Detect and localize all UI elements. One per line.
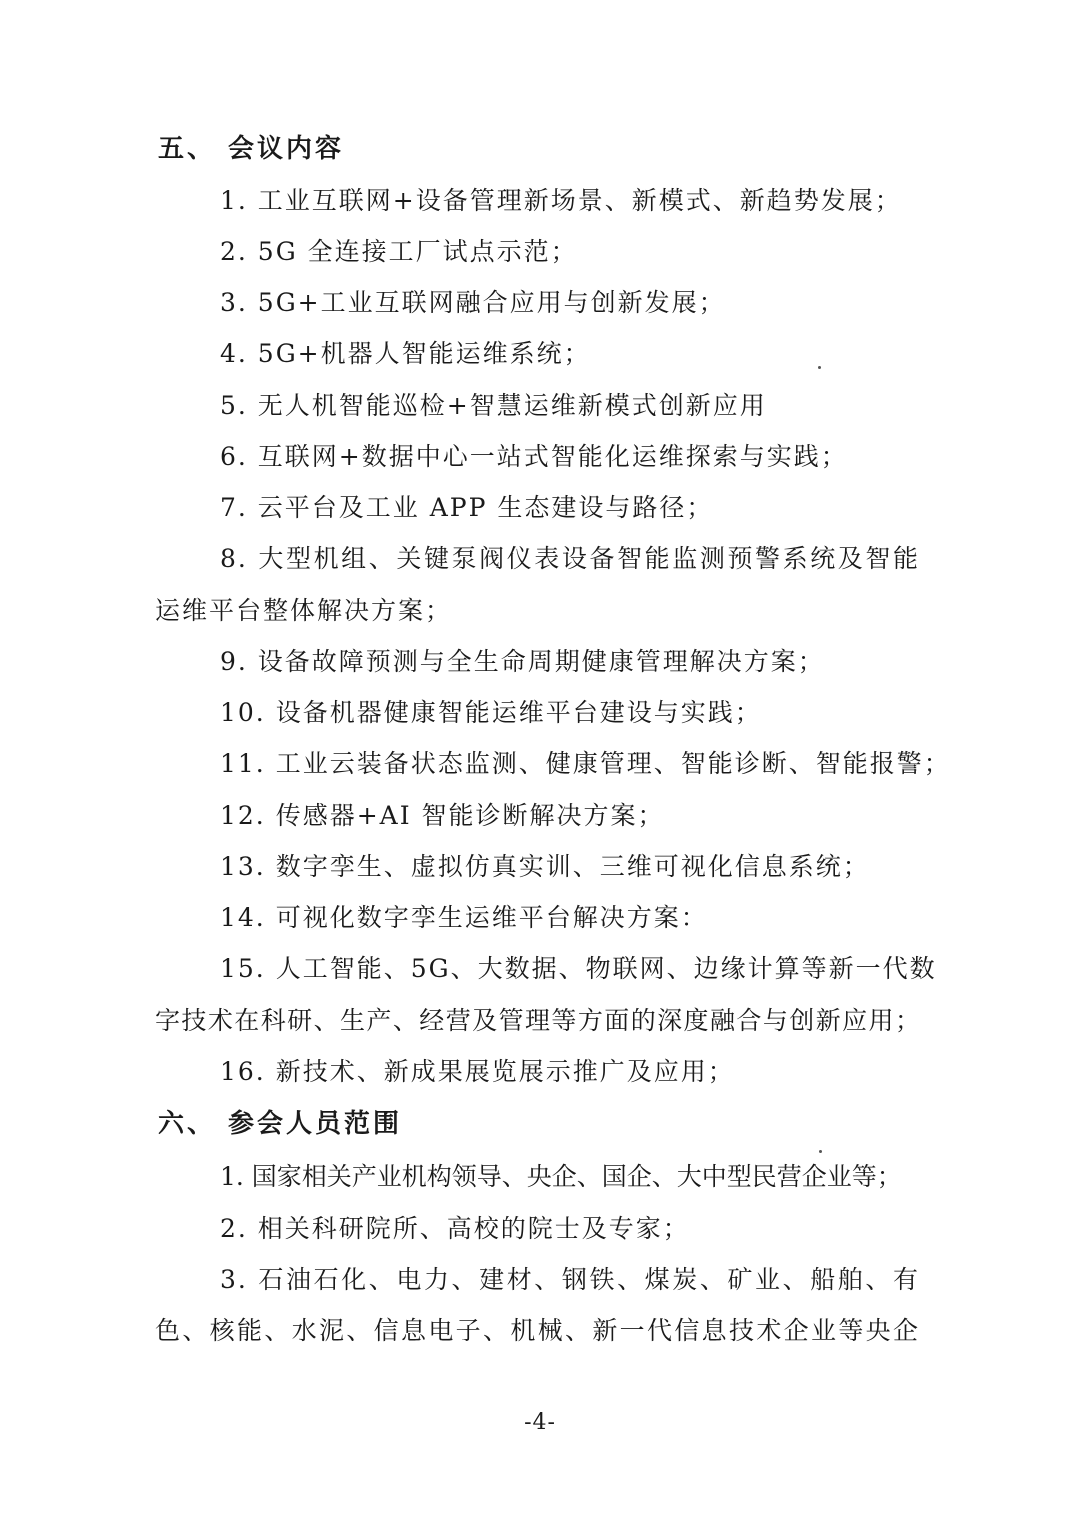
list-item: 2. 5G 全连接工厂试点示范； bbox=[220, 237, 578, 266]
list-item: 1. 工业互联网+设备管理新场景、新模式、新趋势发展； bbox=[220, 186, 902, 215]
list-item: 10. 设备机器健康智能运维平台建设与实践； bbox=[220, 698, 762, 727]
list-item: 14. 可视化数字孪生运维平台解决方案： bbox=[220, 903, 708, 932]
scan-speck bbox=[819, 1150, 822, 1153]
list-item: 8. 大型机组、关键泵阀仪表设备智能监测预警系统及智能 bbox=[220, 544, 920, 573]
section-heading-attendees: 六、 参会人员范围 bbox=[158, 1109, 403, 1139]
section-heading-meeting-content: 五、 会议内容 bbox=[158, 134, 345, 164]
list-item-continuation: 色、核能、水泥、信息电子、机械、新一代信息技术企业等央企 bbox=[155, 1316, 920, 1345]
list-item: 4. 5G+机器人智能运维系统； bbox=[220, 339, 591, 368]
list-item: 5. 无人机智能巡检+智慧运维新模式创新应用 bbox=[220, 391, 767, 420]
list-item: 9. 设备故障预测与全生命周期健康管理解决方案； bbox=[220, 647, 825, 676]
list-item: 3. 5G+工业互联网融合应用与创新发展； bbox=[220, 288, 726, 317]
page-number: -4- bbox=[524, 1410, 556, 1435]
list-item: 6. 互联网+数据中心一站式智能化运维探索与实践； bbox=[220, 442, 848, 471]
list-item: 13. 数字孪生、虚拟仿真实训、三维可视化信息系统； bbox=[220, 852, 870, 881]
scan-speck bbox=[818, 366, 821, 369]
list-item: 1. 国家相关产业机构领导、央企、国企、大中型民营企业等； bbox=[220, 1162, 902, 1191]
list-item: 2. 相关科研院所、高校的院士及专家； bbox=[220, 1214, 690, 1243]
list-item: 12. 传感器+AI 智能诊断解决方案； bbox=[220, 801, 665, 830]
list-item: 16. 新技术、新成果展览展示推广及应用； bbox=[220, 1057, 735, 1086]
list-item: 3. 石油石化、电力、建材、钢铁、煤炭、矿业、船舶、有 bbox=[220, 1265, 920, 1294]
list-item-continuation: 运维平台整体解决方案； bbox=[155, 596, 453, 625]
list-item-continuation: 字技术在科研、生产、经营及管理等方面的深度融合与创新应用； bbox=[155, 1006, 920, 1035]
list-item: 11. 工业云装备状态监测、健康管理、智能诊断、智能报警； bbox=[220, 749, 951, 778]
list-item: 15. 人工智能、5G、大数据、物联网、边缘计算等新一代数 bbox=[220, 954, 937, 983]
list-item: 7. 云平台及工业 APP 生态建设与路径； bbox=[220, 493, 714, 522]
